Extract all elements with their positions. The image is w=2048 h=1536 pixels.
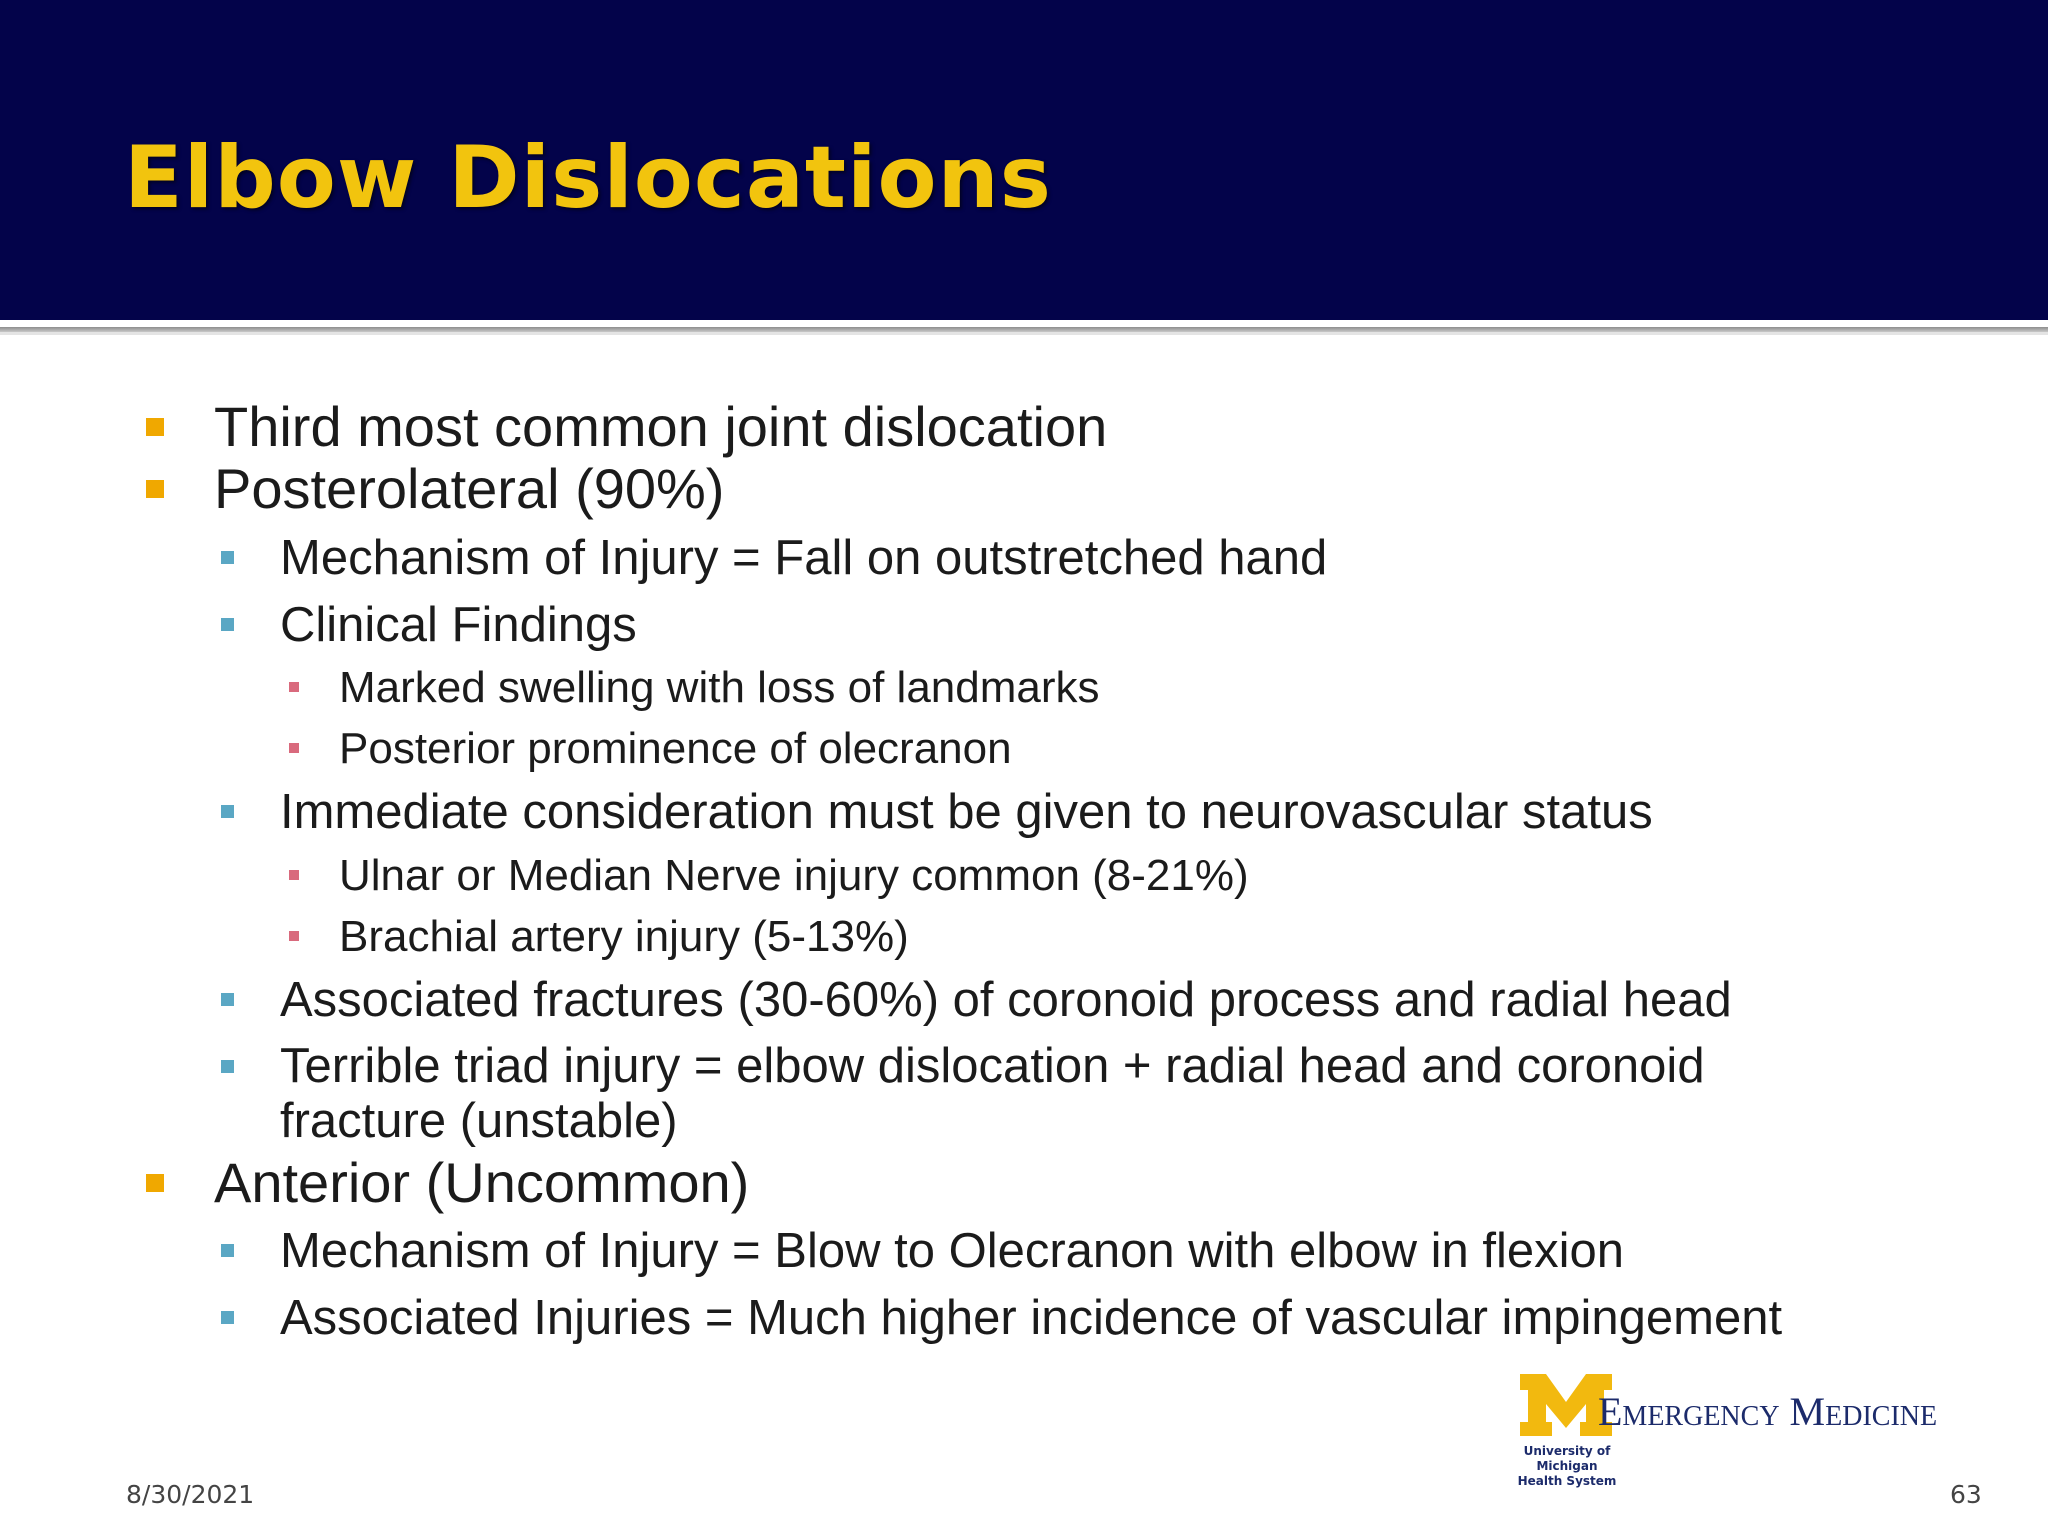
bullet-text: Ulnar or Median Nerve injury common (8-21%)	[339, 851, 1249, 900]
bullet-marker-square	[146, 480, 164, 498]
bullet-marker-square	[221, 618, 234, 631]
sub-bullet-item	[280, 530, 1327, 586]
footer-date: 8/30/2021	[126, 1480, 255, 1509]
sub-bullet-item	[280, 784, 1653, 840]
bullet-text: Posterior prominence of olecranon	[339, 724, 1012, 773]
bullet-text: Mechanism of Injury = Blow to Olecranon with elbow in flexion	[280, 1224, 1625, 1278]
bullet-marker-square	[221, 551, 234, 564]
sub-bullet-item	[280, 1290, 1782, 1346]
bullet-text: Mechanism of Injury = Fall on outstretched hand	[280, 531, 1328, 585]
sub-sub-bullet-item	[339, 851, 1249, 901]
emergency-medicine-logo	[1492, 1370, 2012, 1488]
bullet-marker-square	[289, 682, 299, 692]
bullet-marker-square	[221, 993, 234, 1006]
bullet-text: Immediate consideration must be given to neurovascular status	[280, 785, 1653, 839]
bullet-text: Associated fractures (30-60%) of coronoid process and radial head	[280, 973, 1732, 1027]
sub-bullet-item	[280, 597, 637, 653]
header-divider-shadow	[0, 332, 2048, 335]
bullet-marker-square	[146, 1174, 164, 1192]
bullet-marker-square	[289, 931, 299, 941]
bullet-text: Third most common joint dislocation	[214, 395, 1108, 458]
slide-title: Elbow Dislocations	[124, 128, 1052, 228]
bullet-text: Terrible triad injury = elbow dislocation + radial head and coronoid fracture (unstable)	[280, 1039, 1705, 1148]
bullet-text: Brachial artery injury (5-13%)	[339, 912, 909, 961]
bullet-marker-square	[221, 805, 234, 818]
bullet-item	[214, 394, 1107, 459]
bullet-text: Posterolateral (90%)	[214, 457, 725, 520]
logo-subtitle-line1: University of Michigan	[1523, 1444, 1611, 1473]
bullet-marker-square	[146, 418, 164, 436]
sub-bullet-item	[280, 972, 1732, 1028]
bullet-text: Anterior (Uncommon)	[214, 1151, 750, 1214]
sub-sub-bullet-item	[339, 663, 1100, 713]
logo-subtitle-line2: Health System	[1517, 1474, 1617, 1488]
bullet-marker-square	[289, 870, 299, 880]
bullet-item	[214, 1150, 749, 1215]
slide-header	[0, 0, 2048, 320]
sub-bullet-item	[280, 1223, 1624, 1279]
logo-wordmark: Emergency Medicine	[1598, 1389, 1938, 1434]
slide-number: 63	[1950, 1480, 1982, 1509]
bullet-marker-square	[221, 1311, 234, 1324]
bullet-marker-square	[289, 743, 299, 753]
logo-subtitle	[1492, 1444, 1642, 1489]
bullet-text: Marked swelling with loss of landmarks	[339, 663, 1100, 712]
bullet-marker-square	[221, 1244, 234, 1257]
bullet-text: Associated Injuries = Much higher incidence of vascular impingement	[280, 1291, 1783, 1345]
sub-sub-bullet-item	[339, 724, 1012, 774]
bullet-text: Clinical Findings	[280, 598, 637, 652]
sub-sub-bullet-item	[339, 912, 909, 962]
bullet-marker-square	[221, 1060, 234, 1073]
bullet-item	[214, 456, 724, 521]
sub-bullet-item	[280, 1039, 1840, 1149]
